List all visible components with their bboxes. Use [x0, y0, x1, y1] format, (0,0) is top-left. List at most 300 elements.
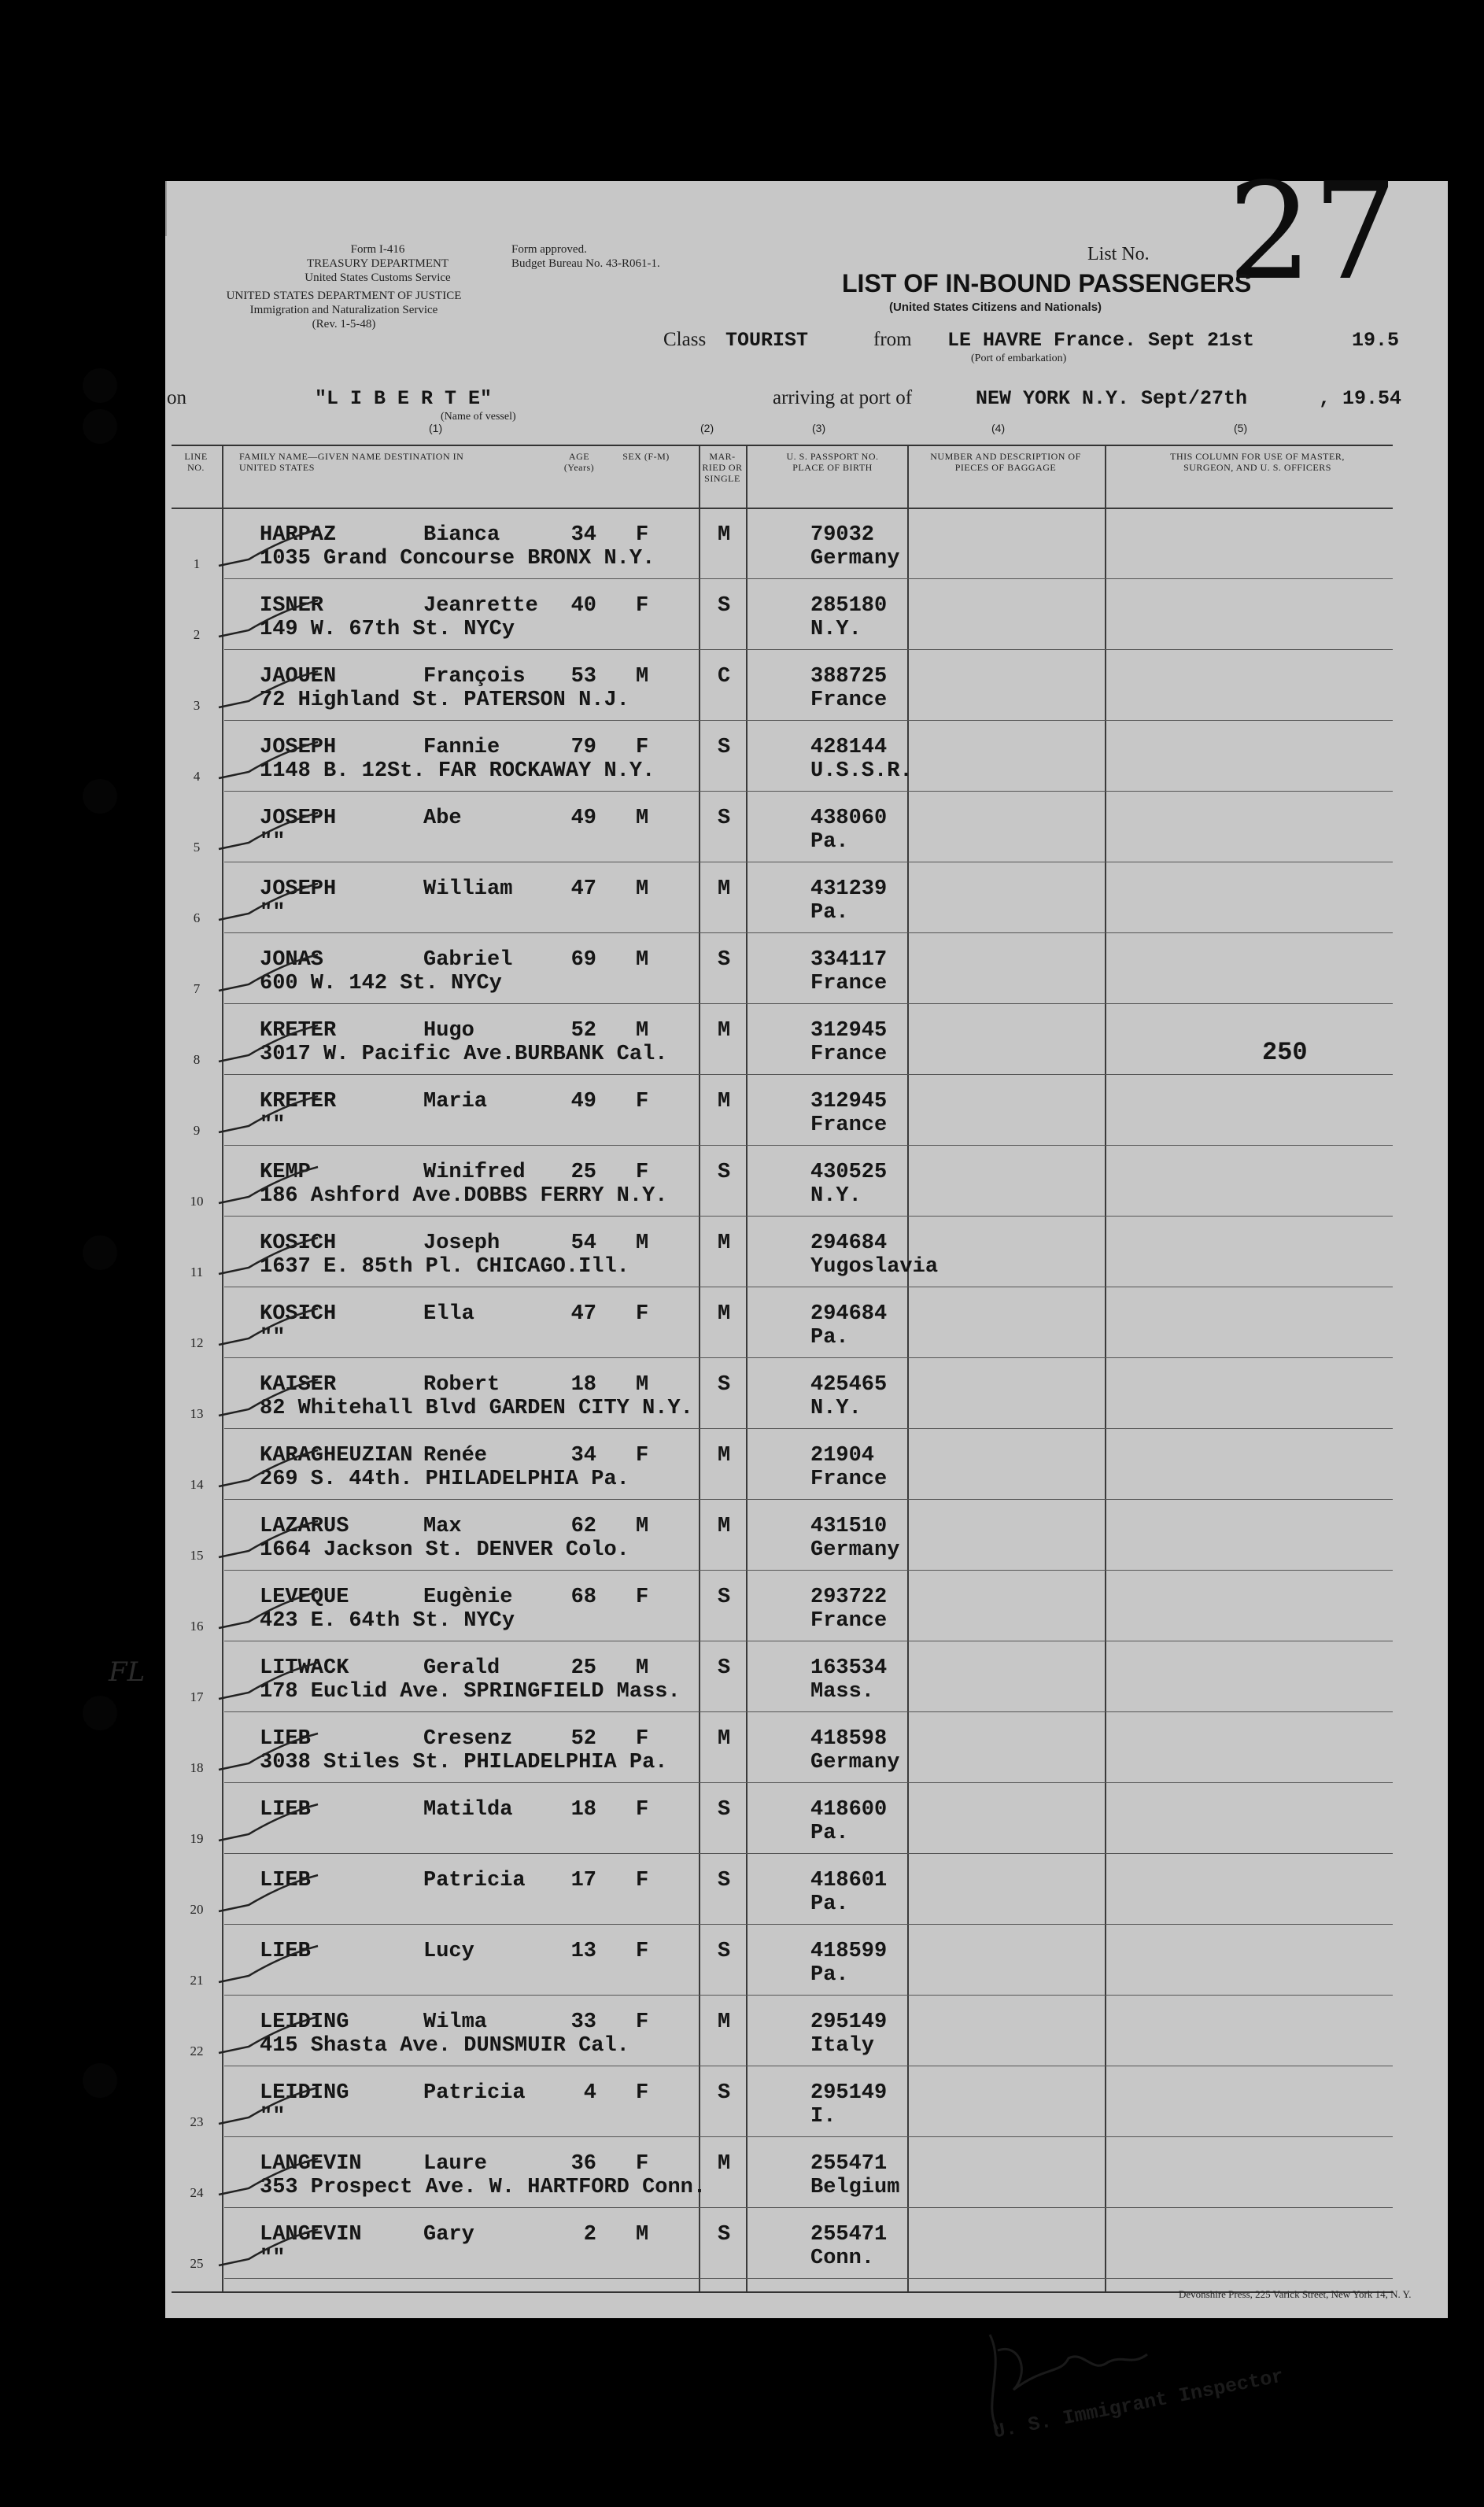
destination: ""	[260, 2247, 286, 2270]
col-name: FAMILY NAME—GIVEN NAME DESTINATION IN UNITED STATES	[239, 451, 464, 473]
line-number: 11	[190, 1265, 204, 1279]
family-name: KOSICH	[260, 1231, 337, 1255]
table-row	[172, 1005, 1393, 1075]
punch-hole	[83, 368, 117, 403]
row-separator	[224, 1145, 1393, 1146]
from-label: from	[873, 329, 912, 350]
given-name: Ella	[423, 1302, 474, 1326]
table-row	[172, 1501, 1393, 1571]
family-name: LANGEVIN	[260, 2152, 362, 2176]
family-name: LIEB	[260, 1869, 311, 1892]
marital-status: S	[718, 948, 731, 972]
line-number: 16	[190, 1619, 204, 1634]
check-mark	[217, 1093, 319, 1140]
officer-note: 250	[1262, 1038, 1308, 1067]
form-revision: (Rev. 1-5-48)	[312, 318, 376, 330]
check-mark	[217, 1235, 319, 1282]
age: 49	[570, 1090, 596, 1113]
marital-status: M	[718, 523, 731, 547]
line-number: 9	[193, 1123, 201, 1138]
marital-status: S	[718, 1656, 731, 1680]
line-number: 3	[193, 698, 201, 713]
passport-number: 79032	[810, 523, 875, 547]
punch-hole	[83, 409, 117, 444]
place-of-birth: Pa.	[810, 830, 849, 854]
given-name: Maria	[423, 1090, 488, 1113]
given-name: Lucy	[423, 1940, 474, 1963]
row-separator	[224, 720, 1393, 721]
row-separator	[224, 1853, 1393, 1854]
given-name: Patricia	[423, 2081, 526, 2105]
given-name: Winifred	[423, 1161, 526, 1184]
place-of-birth: Pa.	[810, 1822, 849, 1845]
destination: ""	[260, 901, 286, 925]
age: 69	[570, 948, 596, 972]
line-number: 24	[190, 2185, 204, 2200]
destination: 3038 Stiles St. PHILADELPHIA Pa.	[260, 1751, 668, 1774]
given-name: Renée	[423, 1444, 488, 1468]
sex: M	[636, 665, 649, 689]
marital-status: S	[718, 1586, 731, 1609]
passport-number: 294684	[810, 1231, 888, 1255]
col-age: AGE (Years)	[563, 451, 595, 473]
sex: F	[636, 1940, 649, 1963]
marital-status: M	[718, 1090, 731, 1113]
table-row	[172, 1288, 1393, 1358]
destination: 1664 Jackson St. DENVER Colo.	[260, 1538, 629, 1562]
check-mark	[217, 526, 319, 574]
age: 49	[570, 807, 596, 830]
row-separator	[224, 2278, 1393, 2279]
check-mark	[217, 668, 319, 715]
marital-status: S	[718, 2223, 731, 2247]
age: 18	[570, 1798, 596, 1822]
age: 53	[570, 665, 596, 689]
place-of-birth: Pa.	[810, 1963, 849, 1987]
age: 2	[583, 2223, 596, 2247]
line-number: 1	[193, 556, 201, 571]
check-mark	[217, 1730, 319, 1778]
place-of-birth: N.Y.	[810, 1184, 862, 1208]
sex: M	[636, 1515, 649, 1538]
destination: 82 Whitehall Blvd GARDEN CITY N.Y.	[260, 1397, 693, 1420]
check-mark	[217, 1022, 319, 1069]
place-of-birth: France	[810, 689, 888, 712]
age: 79	[570, 736, 596, 759]
row-separator	[224, 1995, 1393, 1996]
family-name: LAZARUS	[260, 1515, 349, 1538]
row-separator	[224, 2136, 1393, 2137]
passport-number: 428144	[810, 736, 888, 759]
passport-number: 388725	[810, 665, 888, 689]
line-number: 10	[190, 1194, 204, 1209]
sex: F	[636, 1586, 649, 1609]
check-mark	[217, 1518, 319, 1565]
table-row	[172, 1571, 1393, 1641]
family-name: KAISER	[260, 1373, 337, 1397]
sex: F	[636, 2081, 649, 2105]
inspector-title: U. S. Immigrant Inspector	[991, 2365, 1286, 2444]
class-value: TOURIST	[725, 329, 809, 352]
check-mark	[217, 2226, 319, 2273]
family-name: LEIDING	[260, 2081, 349, 2105]
age: 18	[570, 1373, 596, 1397]
from-year: 19.5	[1352, 329, 1400, 352]
passport-number: 293722	[810, 1586, 888, 1609]
sex: F	[636, 1161, 649, 1184]
place-of-birth: Germany	[810, 1751, 900, 1774]
check-mark	[217, 1943, 319, 1990]
on-label: on	[167, 387, 186, 408]
destination: 423 E. 64th St. NYCy	[260, 1609, 515, 1633]
family-name: LANGEVIN	[260, 2223, 362, 2247]
check-mark	[217, 1376, 319, 1423]
line-number: 18	[190, 1760, 204, 1775]
passport-number: 312945	[810, 1090, 888, 1113]
row-separator	[224, 1499, 1393, 1500]
passport-number: 163534	[810, 1656, 888, 1680]
line-number: 23	[190, 2114, 204, 2129]
table-row	[172, 2138, 1393, 2208]
punch-hole	[83, 2063, 117, 2098]
marital-status: M	[718, 1302, 731, 1326]
line-number: 13	[190, 1406, 204, 1421]
treasury-dept: TREASURY DEPARTMENT	[306, 257, 449, 270]
check-mark	[217, 1589, 319, 1636]
row-separator	[224, 2207, 1393, 2208]
place-of-birth: I.	[810, 2105, 836, 2129]
table-row	[172, 1996, 1393, 2066]
given-name: François	[423, 665, 526, 689]
line-number: 4	[193, 769, 201, 784]
col-officers: THIS COLUMN FOR USE OF MASTER, SURGEON, AND U. S. OFFICERS	[1170, 451, 1345, 473]
given-name: Robert	[423, 1373, 500, 1397]
place-of-birth: Pa.	[810, 1326, 849, 1349]
check-mark	[217, 951, 319, 999]
family-name: JONAS	[260, 948, 324, 972]
family-name: LEVEQUE	[260, 1586, 349, 1609]
place-of-birth: Germany	[810, 547, 900, 570]
port-caption: (Port of embarkation)	[971, 353, 1067, 364]
check-mark	[217, 881, 319, 928]
table-row	[172, 1784, 1393, 1854]
passport-number: 255471	[810, 2152, 888, 2176]
family-name: LITWACK	[260, 1656, 349, 1680]
customs-service: United States Customs Service	[305, 271, 451, 284]
col-num-2: (2)	[700, 422, 714, 434]
sex: F	[636, 1869, 649, 1892]
passport-number: 418600	[810, 1798, 888, 1822]
sex: F	[636, 1798, 649, 1822]
place-of-birth: N.Y.	[810, 618, 862, 641]
punch-hole	[83, 1696, 117, 1730]
passport-number: 21904	[810, 1444, 875, 1468]
place-of-birth: France	[810, 972, 888, 995]
table-row	[172, 580, 1393, 650]
marital-status: S	[718, 2081, 731, 2105]
from-value: LE HAVRE France. Sept 21st	[947, 329, 1255, 352]
destination: 269 S. 44th. PHILADELPHIA Pa.	[260, 1468, 629, 1491]
sex: F	[636, 2152, 649, 2176]
arriving-label: arriving at port of	[773, 387, 913, 408]
family-name: LIEB	[260, 1940, 311, 1963]
given-name: Laure	[423, 2152, 488, 2176]
marital-status: S	[718, 1161, 731, 1184]
table-row	[172, 1076, 1393, 1146]
age: 52	[570, 1019, 596, 1043]
line-number: 19	[190, 1831, 204, 1846]
page-fold	[165, 181, 222, 236]
age: 40	[570, 594, 596, 618]
passport-number: 295149	[810, 2010, 888, 2034]
table-row	[172, 651, 1393, 721]
passport-number: 285180	[810, 594, 888, 618]
list-no-label: List No.	[1087, 244, 1150, 264]
printer-credit: Devonshire Press, 225 Varick Street, New York 14, N. Y.	[1179, 2288, 1412, 2300]
passport-number: 295149	[810, 2081, 888, 2105]
check-mark	[217, 2155, 319, 2202]
table-row	[172, 1430, 1393, 1500]
family-name: KARAGHEUZIAN	[260, 1444, 413, 1468]
line-number: 12	[190, 1335, 204, 1350]
table-row	[172, 1642, 1393, 1712]
marital-status: M	[718, 1444, 731, 1468]
passport-number: 294684	[810, 1302, 888, 1326]
sex: M	[636, 1019, 649, 1043]
check-mark	[217, 1305, 319, 1353]
col-passport: U. S. PASSPORT NO. PLACE OF BIRTH	[786, 451, 879, 473]
line-number: 6	[193, 910, 201, 925]
line-number: 5	[193, 840, 201, 855]
sex: M	[636, 1231, 649, 1255]
sex: F	[636, 1090, 649, 1113]
passport-number: 418599	[810, 1940, 888, 1963]
destination: ""	[260, 830, 286, 854]
sex: F	[636, 1727, 649, 1751]
marital-status: M	[718, 877, 731, 901]
given-name: Joseph	[423, 1231, 500, 1255]
arriving-year: , 19.54	[1319, 387, 1402, 410]
age: 52	[570, 1727, 596, 1751]
destination: 1035 Grand Concourse BRONX N.Y.	[260, 547, 655, 570]
punch-hole	[83, 779, 117, 814]
family-name: KEMP	[260, 1161, 311, 1184]
family-name: KRETER	[260, 1019, 337, 1043]
line-number: 25	[190, 2256, 204, 2271]
table-row	[172, 1925, 1393, 1996]
given-name: Patricia	[423, 1869, 526, 1892]
check-mark	[217, 2084, 319, 2132]
given-name: Wilma	[423, 2010, 488, 2034]
table-row	[172, 1217, 1393, 1287]
table-row	[172, 934, 1393, 1004]
row-separator	[224, 1782, 1393, 1783]
check-mark	[217, 739, 319, 786]
given-name: Abe	[423, 807, 462, 830]
passport-number: 431510	[810, 1515, 888, 1538]
given-name: Hugo	[423, 1019, 474, 1043]
col-baggage: NUMBER AND DESCRIPTION OF PIECES OF BAGGAGE	[930, 451, 1081, 473]
table-row	[172, 509, 1393, 579]
col-num-4: (4)	[991, 422, 1006, 434]
age: 33	[570, 2010, 596, 2034]
family-name: KOSICH	[260, 1302, 337, 1326]
sex: F	[636, 2010, 649, 2034]
row-separator	[224, 1924, 1393, 1925]
place-of-birth: France	[810, 1113, 888, 1137]
marital-status: S	[718, 1373, 731, 1397]
marital-status: S	[718, 807, 731, 830]
passport-number: 431239	[810, 877, 888, 901]
family-name: LIEB	[260, 1727, 311, 1751]
row-separator	[224, 649, 1393, 650]
place-of-birth: Pa.	[810, 1892, 849, 1916]
margin-mark: FL	[109, 1656, 146, 1688]
age: 4	[583, 2081, 596, 2105]
vessel-name: "L I B E R T E"	[315, 387, 493, 410]
given-name: Gerald	[423, 1656, 500, 1680]
marital-status: M	[718, 2010, 731, 2034]
justice-dept: UNITED STATES DEPARTMENT OF JUSTICE	[226, 290, 462, 302]
destination: 415 Shasta Ave. DUNSMUIR Cal.	[260, 2034, 629, 2058]
family-name: JOSEPH	[260, 736, 337, 759]
line-number: 17	[190, 1689, 204, 1704]
passport-number: 430525	[810, 1161, 888, 1184]
row-separator	[224, 578, 1393, 579]
marital-status: M	[718, 1515, 731, 1538]
row-separator	[224, 1003, 1393, 1004]
table-row	[172, 722, 1393, 792]
col-num-3: (3)	[812, 422, 826, 434]
sex: M	[636, 2223, 649, 2247]
destination: 178 Euclid Ave. SPRINGFIELD Mass.	[260, 1680, 681, 1704]
row-separator	[224, 932, 1393, 933]
table-row	[172, 1713, 1393, 1783]
place-of-birth: Belgium	[810, 2176, 900, 2199]
place-of-birth: France	[810, 1468, 888, 1491]
place-of-birth: Italy	[810, 2034, 875, 2058]
sex: M	[636, 948, 649, 972]
col-sex: SEX (F-M)	[622, 451, 670, 462]
sex: F	[636, 736, 649, 759]
form-approved: Form approved.	[511, 243, 587, 256]
marital-status: S	[718, 1798, 731, 1822]
age: 25	[570, 1161, 596, 1184]
given-name: Gary	[423, 2223, 474, 2247]
sex: F	[636, 1444, 649, 1468]
col-num-5: (5)	[1234, 422, 1248, 434]
destination: 353 Prospect Ave. W. HARTFORD Conn.	[260, 2176, 707, 2199]
destination: 1148 B. 12St. FAR ROCKAWAY N.Y.	[260, 759, 655, 783]
budget-bureau: Budget Bureau No. 43-R061-1.	[511, 257, 660, 270]
check-mark	[217, 1872, 319, 1919]
passport-number: 334117	[810, 948, 888, 972]
line-number: 20	[190, 1902, 204, 1917]
place-of-birth: France	[810, 1043, 888, 1066]
given-name: Gabriel	[423, 948, 513, 972]
arriving-value: NEW YORK N.Y. Sept/27th	[976, 387, 1248, 410]
age: 34	[570, 1444, 596, 1468]
sex: M	[636, 807, 649, 830]
given-name: Bianca	[423, 523, 500, 547]
passport-number: 418601	[810, 1869, 888, 1892]
marital-status: M	[718, 1727, 731, 1751]
family-name: KRETER	[260, 1090, 337, 1113]
table-row	[172, 2209, 1393, 2279]
table-row	[172, 1146, 1393, 1217]
sex: M	[636, 1373, 649, 1397]
marital-status: M	[718, 1231, 731, 1255]
col-married: MAR-RIED OR SINGLE	[702, 451, 743, 484]
line-number: 7	[193, 981, 201, 996]
marital-status: M	[718, 1019, 731, 1043]
row-separator	[224, 1428, 1393, 1429]
form-subtitle: (United States Citizens and Nationals)	[889, 301, 1102, 314]
marital-status: S	[718, 1869, 731, 1892]
family-name: LIEB	[260, 1798, 311, 1822]
table-row	[172, 863, 1393, 933]
destination: ""	[260, 1113, 286, 1137]
destination: 149 W. 67th St. NYCy	[260, 618, 515, 641]
given-name: Matilda	[423, 1798, 513, 1822]
place-of-birth: N.Y.	[810, 1397, 862, 1420]
manifest-page	[109, 154, 1448, 2444]
given-name: Jeanrette	[423, 594, 538, 618]
age: 25	[570, 1656, 596, 1680]
row-separator	[224, 1357, 1393, 1358]
sex: F	[636, 1302, 649, 1326]
age: 47	[570, 877, 596, 901]
sex: F	[636, 594, 649, 618]
marital-status: S	[718, 1940, 731, 1963]
passport-number: 418598	[810, 1727, 888, 1751]
age: 47	[570, 1302, 596, 1326]
family-name: JOSEPH	[260, 807, 337, 830]
check-mark	[217, 2014, 319, 2061]
family-name: JAOUEN	[260, 665, 337, 689]
form-title: LIST OF IN-BOUND PASSENGERS	[842, 269, 1252, 297]
place-of-birth: France	[810, 1609, 888, 1633]
marital-status: C	[718, 665, 731, 689]
check-mark	[217, 1447, 319, 1494]
punch-hole	[83, 1235, 117, 1270]
line-number: 15	[190, 1548, 204, 1563]
marital-status: S	[718, 594, 731, 618]
given-name: Fannie	[423, 736, 500, 759]
class-label: Class	[663, 329, 707, 350]
line-number: 2	[193, 627, 201, 642]
line-number: 8	[193, 1052, 201, 1067]
place-of-birth: U.S.S.R.	[810, 759, 913, 783]
table-row	[172, 1855, 1393, 1925]
passport-number: 255471	[810, 2223, 888, 2247]
row-separator	[224, 1074, 1393, 1075]
col-line-no: LINE NO.	[184, 451, 208, 473]
passport-number: 438060	[810, 807, 888, 830]
check-mark	[217, 597, 319, 644]
place-of-birth: Germany	[810, 1538, 900, 1562]
line-number: 14	[190, 1477, 204, 1492]
destination: 600 W. 142 St. NYCy	[260, 972, 502, 995]
destination: 186 Ashford Ave.DOBBS FERRY N.Y.	[260, 1184, 668, 1208]
check-mark	[217, 1660, 319, 1707]
place-of-birth: Mass.	[810, 1680, 875, 1704]
check-mark	[217, 810, 319, 857]
line-number: 21	[190, 1973, 204, 1988]
row-separator	[224, 1711, 1393, 1712]
family-name: HARPAZ	[260, 523, 337, 547]
table-row	[172, 1359, 1393, 1429]
